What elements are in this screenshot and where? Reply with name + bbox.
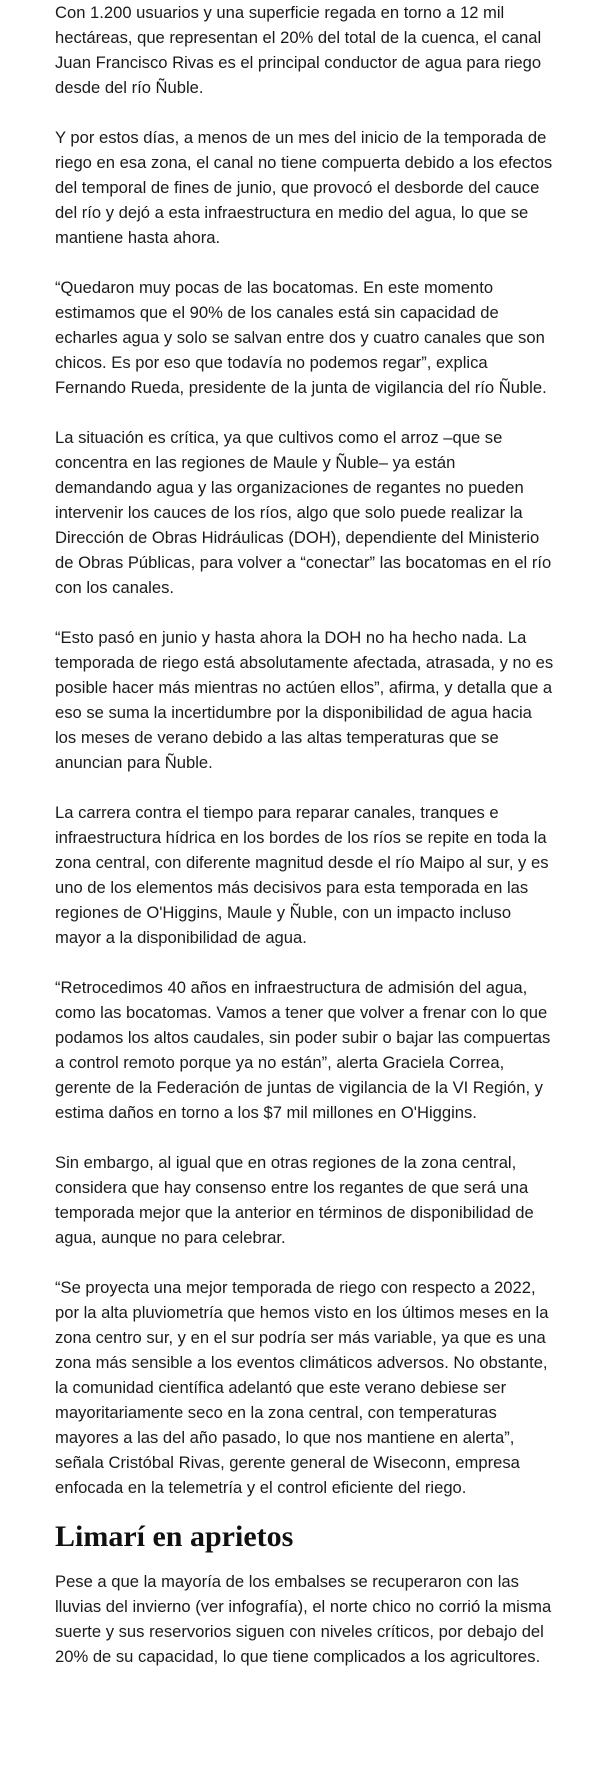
article-paragraph-7: “Retrocedimos 40 años en infraestructura de admisión del agua, como las bocatomas. Vamos a tener que volver a frenar con lo que podamos los altos caudales, sin poder subir o bajar las compuertas a control remoto porque ya no están”, alerta Graciela Correa, gerente de la Federación de juntas de vigilancia de la VI Región, y estima daños en torno a los $7 mil millones en O'Higgins.	[55, 978, 551, 1122]
article-paragraph-3: “Quedaron muy pocas de las bocatomas. En este momento estimamos que el 90% de los canales está sin capacidad de echarles agua y solo se salvan entre dos y cuatro canales que son chicos. Es por eso que todavía no podemos regar”, explica Fernando Rueda, presidente de la junta de vigilancia del río Ñuble.	[55, 278, 547, 397]
section-paragraph-1: Pese a que la mayoría de los embalses se recuperaron con las lluvias del invierno (ver infografía), el norte chico no corrió la misma suerte y sus reservorios siguen con niveles críticos, por debajo del 20% de su capacidad, lo que tiene complicados a los agricultores.	[55, 1572, 552, 1666]
article-body	[55, 0, 555, 1694]
article-paragraph-9: “Se proyecta una mejor temporada de riego con respecto a 2022, por la alta pluviometría que hemos visto en los últimos meses en la zona centro sur, y en el sur podría ser más variable, ya que es una zona más sensible a los eventos climáticos adversos. No obstante, la comunidad científica adelantó que este verano debiese ser mayoritariamente seco en la zona central, con temperaturas mayores a las del año pasado, lo que nos mantiene en alerta”, señala Cristóbal Rivas, gerente general de Wiseconn, empresa enfocada en la telemetría y el control eficiente del riego.	[55, 1278, 549, 1497]
article-paragraph-4: La situación es crítica, ya que cultivos como el arroz –que se concentra en las regiones de Maule y Ñuble– ya están demandando agua y las organizaciones de regantes no pueden intervenir los cauces de los ríos, algo que solo puede realizar la Dirección de Obras Hidráulicas (DOH), dependiente del Ministerio de Obras Públicas, para volver a “conectar” las bocatomas en el río con los canales.	[55, 428, 552, 597]
article-paragraph-8: Sin embargo, al igual que en otras regiones de la zona central, considera que hay consenso entre los regantes de que será una temporada mejor que la anterior en términos de disponibilidad de agua, aunque no para celebrar.	[55, 1153, 534, 1247]
article-paragraph-1: Con 1.200 usuarios y una superficie regada en torno a 12 mil hectáreas, que representan el 20% del total de la cuenca, el canal Juan Francisco Rivas es el principal conductor de agua para riego desde del río Ñuble.	[55, 3, 542, 97]
article-paragraph-6: La carrera contra el tiempo para reparar canales, tranques e infraestructura hídrica en los bordes de los ríos se repite en toda la zona central, con diferente magnitud desde el río Maipo al sur, y es uno de los elementos más decisivos para esta temporada en las regiones de O'Higgins, Maule y Ñuble, con un impacto incluso mayor a la disponibilidad de agua.	[55, 803, 549, 947]
article-paragraph-2: Y por estos días, a menos de un mes del inicio de la temporada de riego en esa zona, el canal no tiene compuerta debido a los efectos del temporal de fines de junio, que provocó el desborde del cauce del río y dejó a esta infraestructura en medio del agua, lo que se mantiene hasta ahora.	[55, 128, 553, 247]
section-heading: Limarí en aprietos	[55, 1520, 294, 1553]
article-paragraph-5: “Esto pasó en junio y hasta ahora la DOH no ha hecho nada. La temporada de riego está absolutamente afectada, atrasada, y no es posible hacer más mientras no actúen ellos”, afirma, y detalla que a eso se suma la incertidumbre por la disponibilidad de agua hacia los meses de verano debido a las altas temperaturas que se anuncian para Ñuble.	[55, 628, 554, 772]
